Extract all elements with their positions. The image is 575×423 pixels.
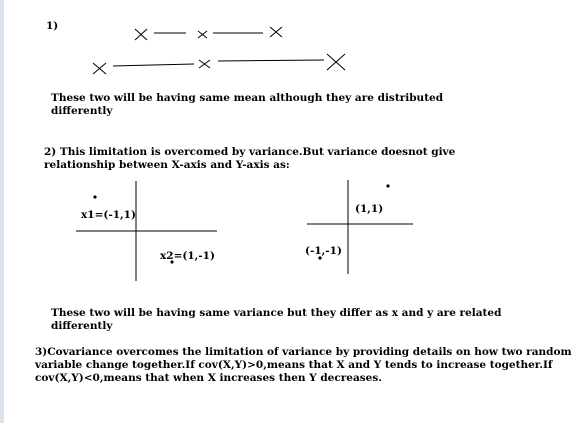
plot2-point-2-label: (-1,-1)	[305, 245, 342, 257]
section1-caption-line-1: These two will be having same mean although they are distributed	[51, 92, 444, 104]
plot1-point-1	[93, 195, 96, 198]
section2-line-1: 2) This limitation is overcomed by variance.But variance doesnot give	[44, 146, 456, 158]
section1-caption-line-2: differently	[51, 105, 113, 117]
section2-line-2: relationship between X-axis and Y-axis as:	[44, 159, 290, 171]
plot2-point-1-label: (1,1)	[355, 203, 384, 215]
section2-caption-line-2: differently	[51, 320, 113, 332]
section1-number: 1)	[46, 20, 59, 32]
section3-line-2: variable change together.If cov(X,Y)>0,means that X and Y tends to increase together.If	[35, 359, 553, 371]
section3-line-1: 3)Covariance overcomes the limitation of variance by providing details on how two random	[35, 346, 572, 358]
plot1-point-2-label: x2=(1,-1)	[160, 250, 215, 262]
plot1-point-1-label: x1=(-1,1)	[81, 209, 136, 221]
plot2-point-1	[386, 184, 389, 187]
section2-caption-line-1: These two will be having same variance but they differ as x and y are related	[51, 307, 502, 319]
section3-line-3: cov(X,Y)<0,means that when X increases then Y decreases.	[35, 372, 382, 384]
